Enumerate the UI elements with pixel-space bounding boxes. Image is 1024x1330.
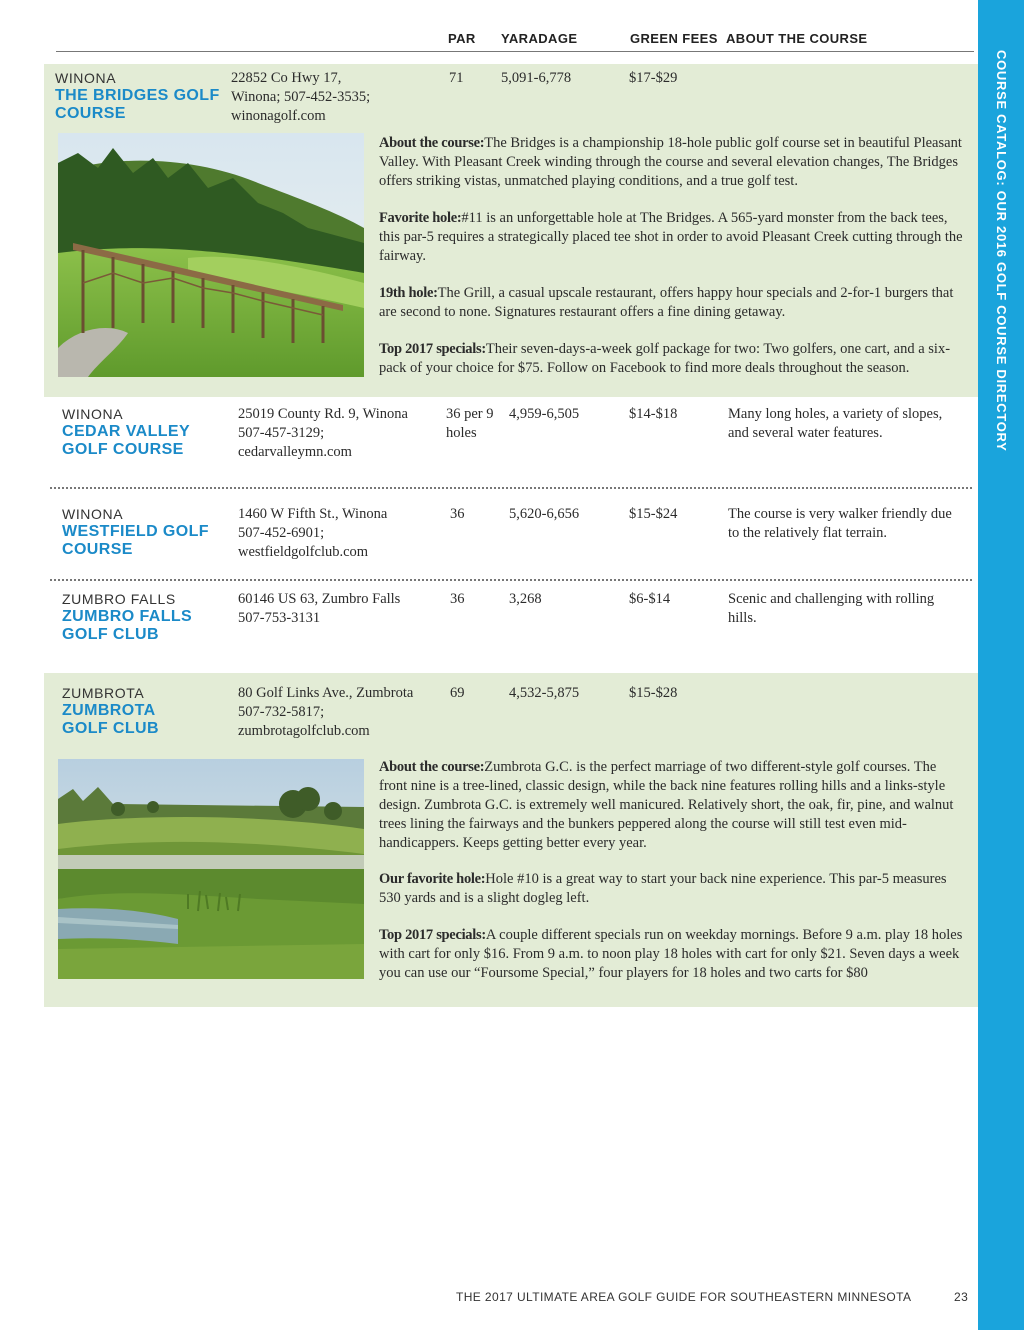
course-about: Scenic and challenging with rolling hills.: [728, 591, 935, 626]
course-fees: $17-$29: [629, 70, 678, 86]
course-par: 71: [449, 70, 464, 86]
course-name: THE BRIDGES GOLF COURSE: [55, 87, 220, 122]
course-town: WINONA: [62, 506, 124, 522]
course-fees: $15-$24: [629, 506, 678, 522]
header-yardage: YARADAGE: [501, 31, 578, 46]
course-par: 36: [450, 591, 465, 607]
course-address: 22852 Co Hwy 17, Winona; 507-452-3535; winonagolf.com: [231, 70, 371, 124]
paragraph-about: About the course:The Bridges is a championship 18-hole public golf course set in beautiful Pleasant Valley. With Pleasant Creek winding through the course and several elevation changes, The Bridges offers striking vistas, unmatched playing conditions, and a true golf test.: [379, 135, 962, 189]
course-name: CEDAR VALLEY GOLF COURSE: [62, 423, 191, 458]
footer-title: THE 2017 ULTIMATE AREA GOLF GUIDE FOR SOUTHEASTERN MINNESOTA: [456, 1290, 912, 1304]
course-about: The course is very walker friendly due to the relatively flat terrain.: [728, 506, 952, 541]
course-yardage: 4,532-5,875: [509, 685, 580, 701]
course-fees: $15-$28: [629, 685, 678, 701]
course-address: 60146 US 63, Zumbro Falls 507-753-3131: [238, 591, 401, 626]
page-number: 23: [954, 1290, 969, 1304]
header-par: PAR: [448, 31, 476, 46]
course-yardage: 4,959-6,505: [509, 406, 580, 422]
paragraph-about: About the course:Zumbrota G.C. is the perfect marriage of two different-style golf courses. The front nine is a tree-lined, classic design, while the back nine features rolling hills and a links-style design. Zumbrota G.C. is extremely well manicured. Relatively short, the oak, fir, pine, and walnut trees lining the fairways and the bunkers peppered along the course will still test even mid-handicappers. Keeps getting better every year.: [379, 759, 954, 851]
course-yardage: 3,268: [509, 591, 542, 607]
paragraph-favorite-hole: Favorite hole:#11 is an unforgettable hole at The Bridges. A 565-yard monster from the back tees, this par-5 requires a strategically placed tee shot in order to avoid Pleasant Creek cutting through the fairway.: [379, 210, 963, 264]
sidebar-title: COURSE CATALOG: OUR 2016 GOLF COURSE DIRECTORY: [994, 50, 1009, 452]
course-town: ZUMBRO FALLS: [62, 591, 176, 607]
course-photo-bridges: [58, 133, 364, 377]
course-par: 36: [450, 506, 465, 522]
course-par: 36 per 9 holes: [446, 406, 494, 441]
course-name: ZUMBRO FALLS GOLF CLUB: [62, 608, 193, 643]
course-name: WESTFIELD GOLF COURSE: [62, 523, 209, 558]
course-yardage: 5,620-6,656: [509, 506, 580, 522]
paragraph-favorite-hole: Our favorite hole:Hole #10 is a great way to start your back nine experience. This par-5 measures 530 yards and is a slight dogleg left.: [379, 871, 947, 906]
course-address: 1460 W Fifth St., Winona 507-452-6901; westfieldgolfclub.com: [238, 506, 388, 560]
header-green-fees: GREEN FEES: [630, 31, 718, 46]
course-name: ZUMBROTA GOLF CLUB: [62, 702, 159, 737]
paragraph-specials: Top 2017 specials:Their seven-days-a-week golf package for two: Two golfers, one cart, and a six-pack of your choice for $75. Follow on Facebook to find more deals throughout the season.: [379, 341, 951, 376]
course-town: ZUMBROTA: [62, 685, 145, 701]
row-divider: [50, 487, 972, 489]
course-photo-zumbrota: [58, 759, 364, 979]
course-fees: $6-$14: [629, 591, 671, 607]
row-divider: [50, 579, 972, 581]
course-address: 80 Golf Links Ave., Zumbrota 507-732-5817; zumbrotagolfclub.com: [238, 685, 414, 739]
course-town: WINONA: [62, 406, 124, 422]
course-fees: $14-$18: [629, 406, 678, 422]
course-par: 69: [450, 685, 465, 701]
course-yardage: 5,091-6,778: [501, 70, 572, 86]
course-town: WINONA: [55, 70, 117, 86]
paragraph-19th-hole: 19th hole:The Grill, a casual upscale restaurant, offers happy hour specials and 2-for-1 burgers that are second to none. Signatures restaurant offers a fine dining getaway.: [379, 285, 954, 320]
course-address: 25019 County Rd. 9, Winona 507-457-3129; cedarvalleymn.com: [238, 406, 408, 460]
header-rule: [56, 51, 974, 52]
header-about: ABOUT THE COURSE: [726, 31, 868, 46]
paragraph-specials: Top 2017 specials:A couple different specials run on weekday mornings. Before 9 a.m. play 18 holes with cart for only $16. From 9 a.m. to noon play 18 holes with cart for only $21. Seven days a week you can use our “Foursome Special,” four players for 18 holes and two carts for $80: [379, 927, 963, 981]
course-about: Many long holes, a variety of slopes, and several water features.: [728, 406, 943, 441]
